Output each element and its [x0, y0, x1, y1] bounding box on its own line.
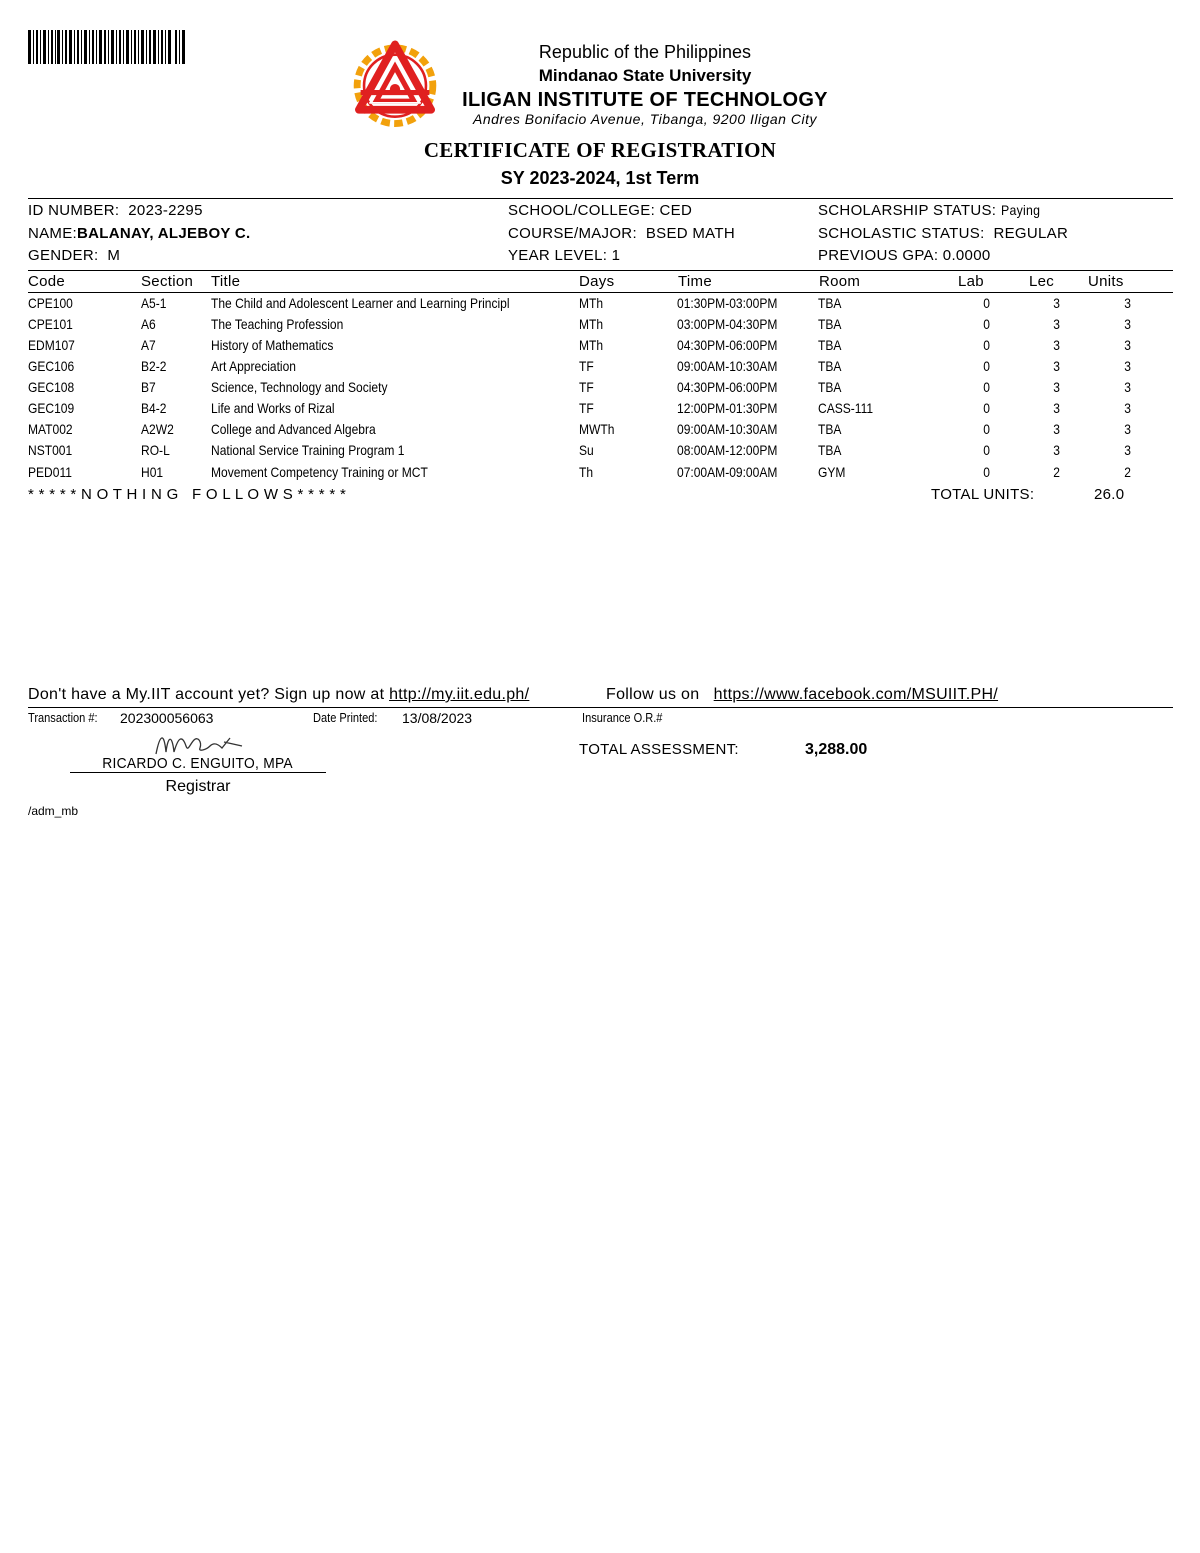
cell-units: 3 — [1124, 442, 1131, 458]
cell-section: A5-1 — [141, 295, 167, 311]
cell-units: 3 — [1124, 358, 1131, 374]
info-divider — [28, 270, 1173, 271]
signup-text: Don't have a My.IIT account yet? Sign up now at — [28, 686, 385, 703]
signature-line — [70, 772, 326, 773]
republic-line: Republic of the Philippines — [538, 42, 752, 62]
cell-room: TBA — [818, 379, 842, 395]
gender-label: GENDER: — [28, 247, 99, 264]
total-units-label: TOTAL UNITS: — [931, 486, 1035, 503]
cell-section: B2-2 — [141, 358, 167, 374]
year-label: YEAR LEVEL: — [508, 247, 608, 264]
cell-title: Science, Technology and Society — [211, 379, 388, 395]
year-level — [508, 247, 620, 264]
cell-units: 3 — [1124, 379, 1131, 395]
table-row — [0, 400, 1200, 421]
transaction-label: Transaction #: — [28, 710, 98, 725]
cell-time: 09:00AM-10:30AM — [677, 421, 778, 437]
cell-lec: 3 — [1053, 316, 1060, 332]
table-header-divider — [28, 292, 1173, 293]
signup-link[interactable]: http://my.iit.edu.ph/ — [389, 686, 530, 703]
barcode — [28, 30, 188, 64]
cell-lec: 3 — [1053, 295, 1060, 311]
institute-name: ILIGAN INSTITUTE OF TECHNOLOGY — [462, 89, 828, 111]
cell-days: MWTh — [579, 421, 615, 437]
scholastic-value: REGULAR — [993, 225, 1069, 242]
table-row — [0, 295, 1200, 316]
scholastic-status — [818, 225, 1068, 242]
cell-days: TF — [579, 400, 594, 416]
cell-lab: 0 — [983, 379, 990, 395]
header-divider — [28, 198, 1173, 199]
cell-title: Movement Competency Training or MCT — [211, 464, 428, 480]
table-row — [0, 337, 1200, 358]
cell-code: CPE100 — [28, 295, 73, 311]
cell-code: GEC109 — [28, 400, 75, 416]
cell-code: MAT002 — [28, 421, 73, 437]
col-days: Days — [579, 273, 615, 290]
cell-title: Life and Works of Rizal — [211, 400, 335, 416]
school-value: CED — [659, 202, 693, 219]
col-time: Time — [678, 273, 712, 290]
cell-section: H01 — [141, 464, 164, 480]
cell-code: EDM107 — [28, 337, 75, 353]
gpa-label: PREVIOUS GPA: — [818, 247, 939, 264]
cell-room: GYM — [818, 464, 846, 480]
registrar-title: Registrar — [165, 778, 231, 795]
cell-code: PED011 — [28, 464, 72, 480]
institute-address: Andres Bonifacio Avenue, Tibanga, 9200 Iligan City — [473, 111, 817, 127]
cell-title: Art Appreciation — [211, 358, 297, 374]
course-major — [508, 225, 735, 242]
cell-lec: 3 — [1053, 379, 1060, 395]
col-title: Title — [211, 273, 241, 290]
cell-lec: 3 — [1053, 442, 1060, 458]
signup-prompt — [28, 686, 529, 704]
cell-units: 3 — [1124, 400, 1131, 416]
cell-room: TBA — [818, 295, 842, 311]
cell-lec: 2 — [1053, 464, 1060, 480]
insurance — [582, 710, 677, 725]
cell-lab: 0 — [983, 442, 990, 458]
scholarship-status — [818, 202, 1045, 219]
insurance-label: Insurance O.R.# — [582, 710, 663, 725]
id-value: 2023-2295 — [128, 202, 203, 219]
cell-days: TF — [579, 358, 594, 374]
nothing-follows: * * * * * N O T H I N G F O L L O W S * * * * * — [28, 486, 347, 503]
cell-room: TBA — [818, 358, 842, 374]
cell-time: 03:00PM-04:30PM — [677, 316, 778, 332]
cell-lab: 0 — [983, 295, 990, 311]
course-label: COURSE/MAJOR: — [508, 225, 637, 242]
cell-title: The Teaching Profession — [211, 316, 344, 332]
cell-lab: 0 — [983, 337, 990, 353]
total-assessment-value: 3,288.00 — [805, 741, 868, 758]
cell-time: 09:00AM-10:30AM — [677, 358, 778, 374]
cell-units: 3 — [1124, 337, 1131, 353]
cell-title: The Child and Adolescent Learner and Learning Principl — [211, 295, 510, 311]
table-row — [0, 442, 1200, 463]
cell-time: 12:00PM-01:30PM — [677, 400, 778, 416]
cell-room: TBA — [818, 316, 842, 332]
col-room: Room — [819, 273, 861, 290]
gender — [28, 247, 120, 264]
year-value: 1 — [611, 247, 621, 264]
cell-code: GEC108 — [28, 379, 75, 395]
cell-section: B7 — [141, 379, 156, 395]
cell-time: 08:00AM-12:00PM — [677, 442, 778, 458]
registrar-name — [70, 755, 326, 772]
cell-room: TBA — [818, 337, 842, 353]
school-college — [508, 202, 692, 219]
cell-days: MTh — [579, 295, 604, 311]
course-value: BSED MATH — [645, 225, 735, 242]
cell-time: 04:30PM-06:00PM — [677, 337, 778, 353]
cell-title: History of Mathematics — [211, 337, 334, 353]
table-row — [0, 316, 1200, 337]
cell-days: TF — [579, 379, 594, 395]
university-logo — [352, 40, 438, 128]
col-units: Units — [1088, 273, 1124, 290]
student-name — [28, 225, 251, 242]
date-value: 13/08/2023 — [402, 710, 473, 726]
table-row — [0, 379, 1200, 400]
cell-days: MTh — [579, 337, 604, 353]
cell-units: 3 — [1124, 295, 1131, 311]
cell-units: 3 — [1124, 316, 1131, 332]
cell-time: 04:30PM-06:00PM — [677, 379, 778, 395]
user-code: /adm_mb — [28, 804, 79, 818]
cell-days: Th — [579, 464, 594, 480]
total-assessment-label: TOTAL ASSESSMENT: — [579, 741, 739, 758]
transaction-value: 202300056063 — [120, 710, 214, 726]
cell-section: B4-2 — [141, 400, 167, 416]
cell-time: 01:30PM-03:00PM — [677, 295, 778, 311]
cell-section: A7 — [141, 337, 156, 353]
cell-section: RO-L — [141, 442, 170, 458]
cell-days: MTh — [579, 316, 604, 332]
name-label: NAME: — [28, 225, 78, 242]
name-value: BALANAY, ALJEBOY C. — [77, 225, 251, 242]
university-name: Mindanao State University — [538, 66, 752, 85]
table-row — [0, 421, 1200, 442]
document-title: CERTIFICATE OF REGISTRATION — [423, 138, 777, 162]
table-header — [0, 273, 1200, 294]
transaction — [28, 710, 110, 725]
cell-lab: 0 — [983, 358, 990, 374]
term-label: SY 2023-2024, 1st Term — [500, 168, 700, 188]
total-units-value: 26.0 — [1094, 486, 1125, 503]
col-lec: Lec — [1029, 273, 1055, 290]
id-number — [28, 202, 203, 219]
cell-lab: 0 — [983, 316, 990, 332]
table-row — [0, 464, 1200, 485]
cell-lab: 0 — [983, 421, 990, 437]
cell-room: TBA — [818, 421, 842, 437]
follow-prompt — [606, 686, 998, 704]
col-code: Code — [28, 273, 66, 290]
cell-lec: 3 — [1053, 421, 1060, 437]
scholastic-label: SCHOLASTIC STATUS: — [818, 225, 985, 242]
previous-gpa — [818, 247, 990, 264]
cell-lec: 3 — [1053, 358, 1060, 374]
cell-time: 07:00AM-09:00AM — [677, 464, 778, 480]
school-label: SCHOOL/COLLEGE: — [508, 202, 656, 219]
follow-text: Follow us on — [606, 686, 700, 703]
cell-section: A6 — [141, 316, 156, 332]
cell-lec: 3 — [1053, 400, 1060, 416]
cell-code: NST001 — [28, 442, 73, 458]
cell-room: CASS-111 — [818, 400, 874, 416]
cell-units: 2 — [1124, 464, 1131, 480]
footer-divider — [28, 707, 1173, 708]
col-section: Section — [141, 273, 194, 290]
scholarship-value: Paying — [1000, 202, 1040, 218]
cell-room: TBA — [818, 442, 842, 458]
cell-lab: 0 — [983, 464, 990, 480]
cell-title: College and Advanced Algebra — [211, 421, 376, 437]
cell-units: 3 — [1124, 421, 1131, 437]
facebook-link[interactable]: https://www.facebook.com/MSUIIT.PH/ — [713, 686, 999, 703]
col-lab: Lab — [958, 273, 984, 290]
cell-lec: 3 — [1053, 337, 1060, 353]
registrar-name-text: RICARDO C. ENGUITO, MPA — [102, 755, 294, 772]
gender-value: M — [107, 247, 121, 264]
cell-lab: 0 — [983, 400, 990, 416]
cell-title: National Service Training Program 1 — [211, 442, 405, 458]
id-label: ID NUMBER: — [28, 202, 120, 219]
gpa-value: 0.0000 — [942, 247, 991, 264]
date-printed — [313, 710, 389, 725]
cell-days: Su — [579, 442, 594, 458]
cell-code: CPE101 — [28, 316, 73, 332]
date-label: Date Printed: — [313, 710, 378, 725]
cell-section: A2W2 — [141, 421, 174, 437]
scholarship-label: SCHOLARSHIP STATUS: — [818, 202, 997, 219]
cell-code: GEC106 — [28, 358, 75, 374]
table-row — [0, 358, 1200, 379]
